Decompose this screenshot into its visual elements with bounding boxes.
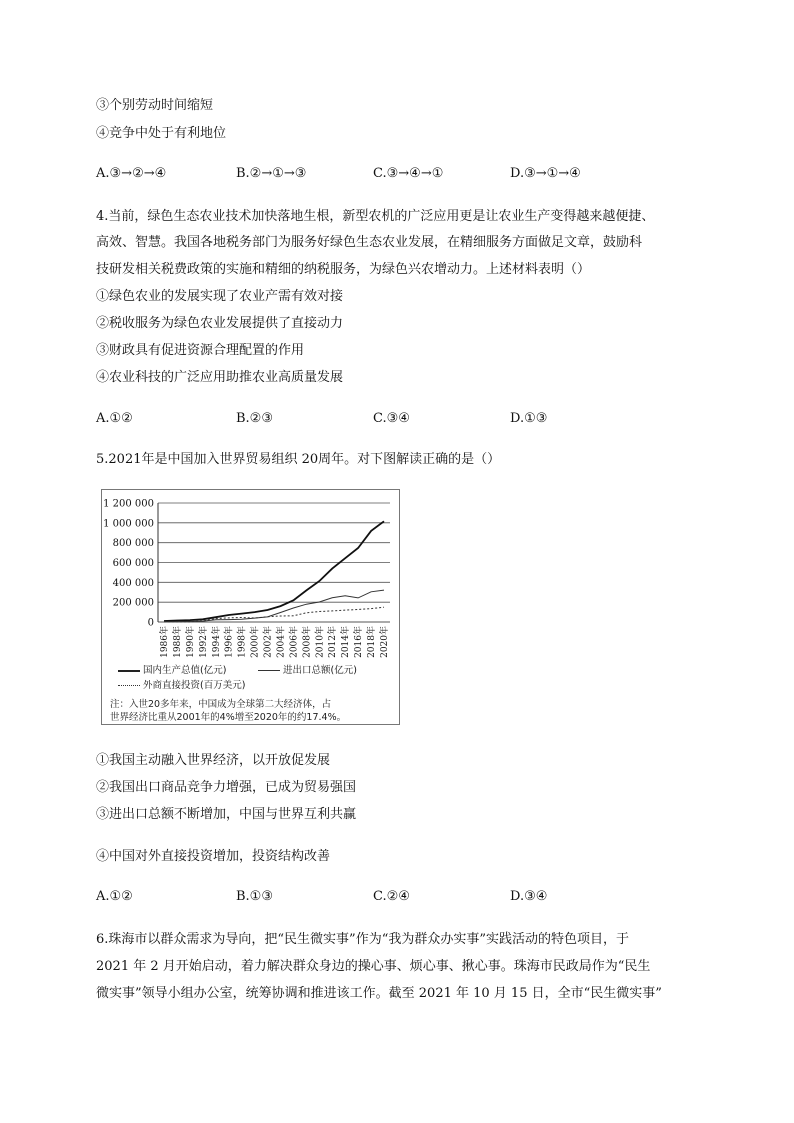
q5-option-b[interactable]: B.①③: [236, 889, 273, 904]
q3-option-b[interactable]: B.②→①→③: [236, 166, 307, 181]
x-tick-label: 1998年: [237, 626, 248, 658]
q5-item-1: ①我国主动融入世界经济，以开放促发展: [96, 753, 331, 768]
x-tick-label: 1988年: [172, 626, 183, 658]
x-tick-label: 2000年: [250, 626, 261, 658]
x-tick-label: 1996年: [224, 626, 235, 658]
x-tick-label: 2020年: [380, 626, 390, 658]
x-tick-label: 1990年: [185, 626, 196, 658]
q3-option-d[interactable]: D.③→①→④: [510, 166, 581, 181]
q4-item-2: ②税收服务为绿色农业发展提供了直接动力: [96, 316, 344, 331]
legend-fdi: [118, 677, 245, 691]
q4-stem-line-2: 高效、智慧。我国各地税务部门为服务好绿色生态农业发展，在精细服务方面做足文章，鼓励科: [96, 235, 643, 250]
q4-stem-line-1: 4.当前，绿色生态农业技术加快落地生根，新型农机的广泛应用更是让农业生产变得越来越便捷、: [96, 209, 655, 224]
q4-stem-line-3: 技研发相关税费政策的实施和精细的纳税服务，为绿色兴农增动力。上述材料表明（）: [96, 262, 591, 277]
x-tick-label: 1994年: [211, 626, 222, 658]
x-tick-label: 2010年: [315, 626, 326, 658]
x-tick-label: 2018年: [367, 626, 378, 658]
legend-trade-label: 进出口总额(亿元): [283, 665, 357, 676]
q5-option-a[interactable]: A.①②: [96, 889, 133, 904]
q5-option-d[interactable]: D.③④: [510, 889, 548, 904]
legend-fdi-label: 外商直接投资(百万美元): [143, 680, 246, 691]
q4-option-a[interactable]: A.①②: [96, 411, 133, 426]
x-tick-label: 1992年: [198, 626, 209, 658]
x-tick-label: 2014年: [341, 626, 352, 658]
q4-item-4: ④农业科技的广泛应用助推农业高质量发展: [96, 370, 344, 385]
legend-trade-swatch: [258, 670, 280, 671]
q3-item-4: ④竞争中处于有利地位: [96, 126, 227, 141]
x-tick-label: 2006年: [289, 626, 300, 658]
series-line-0: [164, 521, 384, 621]
q4-item-3: ③财政具有促进资源合理配置的作用: [96, 343, 305, 358]
chart-figure: [101, 489, 400, 725]
y-tick-label: 400 000: [112, 577, 154, 589]
legend-fdi-swatch: [118, 685, 140, 686]
series-line-1: [164, 590, 384, 622]
y-tick-label: 800 000: [112, 538, 154, 550]
x-tick-label: 2004年: [276, 626, 287, 658]
q3-options: [96, 166, 716, 182]
q6-stem-line-1: 6.珠海市以群众需求为导向，把“民生微实事”作为“我为群众办实事”实践活动的特色项目，于: [96, 932, 629, 947]
chart-note-line-2: 世界经济比重从2001年的4%增至2020年的约17.4%。: [110, 712, 347, 723]
legend-gdp-label: 国内生产总值(亿元): [143, 665, 227, 676]
q3-option-c[interactable]: C.③→④→①: [373, 166, 444, 181]
legend-gdp-swatch: [118, 670, 140, 672]
q6-stem-line-2: 2021 年 2 月开始启动，着力解决群众身边的操心事、烦心事、揪心事。珠海市民政局作为“民生: [96, 959, 651, 974]
q4-option-b[interactable]: B.②③: [236, 411, 273, 426]
legend-trade: [258, 662, 357, 676]
q4-options: [96, 411, 716, 427]
q4-option-c[interactable]: C.③④: [373, 411, 410, 426]
q5-option-c[interactable]: C.②④: [373, 889, 410, 904]
y-tick-label: 1 200 000: [103, 498, 154, 510]
q5-item-2: ②我国出口商品竞争力增强，已成为贸易强国: [96, 780, 357, 795]
x-tick-label: 2002年: [263, 626, 274, 658]
q3-option-a[interactable]: A.③→②→④: [96, 166, 167, 181]
x-tick-label: 2016年: [354, 626, 365, 658]
x-tick-label: 2008年: [302, 626, 313, 658]
q5-options: [96, 889, 716, 905]
legend-gdp: [118, 662, 226, 676]
q5-stem: 5.2021年是中国加入世界贸易组织 20周年。对下图解读正确的是（）: [96, 452, 501, 467]
q3-item-3: ③个别劳动时间缩短: [96, 98, 214, 113]
y-tick-label: 0: [147, 617, 154, 629]
y-tick-label: 200 000: [112, 597, 154, 609]
q6-stem-line-3: 微实事”领导小组办公室，统筹协调和推进该工作。截至 2021 年 10 月 15 日，全市“民生微实事”: [96, 986, 662, 1001]
x-tick-label: 2012年: [328, 626, 339, 658]
y-tick-label: 600 000: [112, 558, 154, 569]
q4-option-d[interactable]: D.①③: [510, 411, 548, 426]
x-tick-label: 1986年: [160, 626, 170, 658]
y-tick-label: 1 000 000: [103, 518, 154, 530]
q5-item-4: ④中国对外直接投资增加，投资结构改善: [96, 849, 331, 864]
q4-item-1: ①绿色农业的发展实现了农业产需有效对接: [96, 289, 344, 304]
q5-item-3: ③进出口总额不断增加，中国与世界互利共赢: [96, 807, 357, 822]
chart-note-line-1: 注：入世20多年来，中国成为全球第二大经济体，占: [110, 699, 332, 710]
